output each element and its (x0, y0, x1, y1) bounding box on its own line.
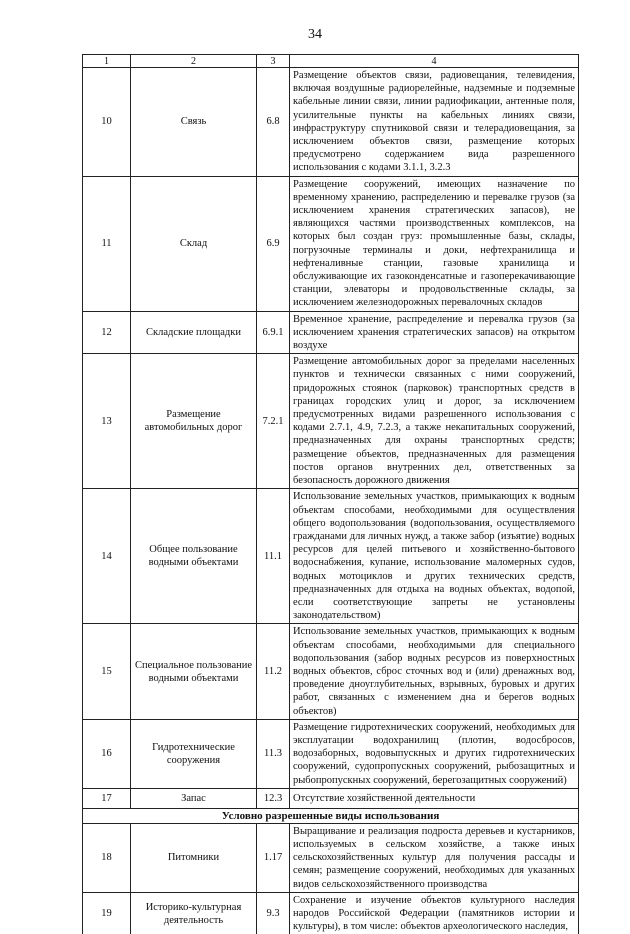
row-number: 15 (83, 624, 131, 719)
row-number: 13 (83, 354, 131, 489)
use-type-name: Историко-культурная деятельность (131, 892, 257, 934)
use-type-description: Сохранение и изучение объектов культурного наследия народов Российской Федерации (памятников истории и культуры), в том числе: объектов археологического наследия, (290, 892, 579, 934)
use-type-name: Размещение автомобильных дорог (131, 354, 257, 489)
use-type-code: 11.3 (257, 719, 290, 788)
use-type-name: Специальное пользование водными объектами (131, 624, 257, 719)
row-number: 16 (83, 719, 131, 788)
column-header: 4 (290, 55, 579, 68)
table-row (83, 892, 579, 934)
row-number: 10 (83, 68, 131, 177)
table-row (83, 68, 579, 177)
table-row (83, 624, 579, 719)
table-row (83, 823, 579, 892)
column-header: 3 (257, 55, 290, 68)
column-header: 2 (131, 55, 257, 68)
table-row (83, 311, 579, 354)
use-type-name: Гидротехнические сооружения (131, 719, 257, 788)
table-row (83, 354, 579, 489)
section-title: Условно разрешенные виды использования (83, 808, 579, 823)
table-header-row (83, 55, 579, 68)
page-number: 34 (308, 27, 322, 42)
table-row (83, 719, 579, 788)
row-number: 19 (83, 892, 131, 934)
use-type-name: Связь (131, 68, 257, 177)
use-type-description: Использование земельных участков, примыкающих к водным объектам способами, необходимыми для осуществления общего водопользования (водопользования, осуществляемого гражданами для личных нужд, а также забор (изъятие) водных ресурсов для целей питьевого и хозяйственно-бытового водоснабжения, купание, использование маломерных судов, водных мотоциклов и других технических средств, предназначенных для отдыха на водных объектах, водопой, если соответствующие запреты не установлены законодательством) (290, 489, 579, 624)
table-row (83, 489, 579, 624)
use-type-description: Выращивание и реализация подроста деревьев и кустарников, используемых в сельском хозяйстве, а также иных сельскохозяйственных культур для получения рассады и семян; размещение сооружений, необходимых для указанных видов сельскохозяйственного производства (290, 823, 579, 892)
use-type-code: 6.9.1 (257, 311, 290, 354)
row-number: 17 (83, 788, 131, 808)
row-number: 11 (83, 176, 131, 311)
use-type-code: 11.1 (257, 489, 290, 624)
use-type-name: Общее пользование водными объектами (131, 489, 257, 624)
use-type-description: Отсутствие хозяйственной деятельности (290, 788, 579, 808)
use-type-code: 7.2.1 (257, 354, 290, 489)
use-type-description: Использование земельных участков, примыкающих к водным объектам способами, необходимыми для специального водопользования (забор водных ресурсов из поверхностных водных объектов, сброс сточных вод и (или) дренажных вод, проведение дноуглубительных, взрывных, буровых и других работ, связанных с изменением дна и берегов водных объектов) (290, 624, 579, 719)
row-number: 14 (83, 489, 131, 624)
use-type-name: Запас (131, 788, 257, 808)
use-type-code: 11.2 (257, 624, 290, 719)
use-type-description: Размещение объектов связи, радиовещания, телевидения, включая воздушные радиорелейные, надземные и подземные кабельные линии связи, линии радиофикации, антенные поля, усилительные пункты на кабельных линиях связи, инфраструктуру спутниковой связи и телерадиовещания, за исключением объектов связи, размещение которых предусмотрено содержанием вида разрешенного использования с кодами 3.1.1, 3.2.3 (290, 68, 579, 177)
use-type-code: 1.17 (257, 823, 290, 892)
use-type-description: Временное хранение, распределение и перевалка грузов (за исключением хранения стратегических запасов) на открытом воздухе (290, 311, 579, 354)
land-use-table (82, 54, 579, 934)
use-type-name: Питомники (131, 823, 257, 892)
use-type-code: 6.8 (257, 68, 290, 177)
use-type-code: 9.3 (257, 892, 290, 934)
row-number: 18 (83, 823, 131, 892)
use-type-code: 6.9 (257, 176, 290, 311)
row-number: 12 (83, 311, 131, 354)
use-type-description: Размещение автомобильных дорог за пределами населенных пунктов и технически связанных с ними сооружений, придорожных стоянок (парковок) транспортных средств в границах городских улиц и дорог, за исключением предусмотренных видами разрешенного использования с кодами 2.7.1, 4.9, 7.2.3, а также некапитальных сооружений, предназначенных для охраны транспортных средств; размещение объектов, предназначенных для размещения постов органов внутренних дел, ответственных за безопасность дорожного движения (290, 354, 579, 489)
column-header: 1 (83, 55, 131, 68)
table-row (83, 788, 579, 808)
section-header-row (83, 808, 579, 823)
use-type-description: Размещение сооружений, имеющих назначение по временному хранению, распределению и перевалке грузов (за исключением хранения стратегических запасов), не являющихся частями производственных комплексов, на которых был создан груз: промышленные базы, склады, погрузочные терминалы и доки, нефтехранилища и нефтеналивные станции, газовые хранилища и обслуживающие их газоконденсатные и газоперекачивающие станции, элеваторы и продовольственные склады, за исключением железнодорожных перевалочных складов (290, 176, 579, 311)
use-type-code: 12.3 (257, 788, 290, 808)
table-row (83, 176, 579, 311)
use-type-name: Складские площадки (131, 311, 257, 354)
use-type-name: Склад (131, 176, 257, 311)
use-type-description: Размещение гидротехнических сооружений, необходимых для эксплуатации водохранилищ (плотин, водосбросов, водозаборных, водовыпускных и других гидротехнических сооружений, судопропускных сооружений, рыбозащитных и рыбопропускных сооружений, берегозащитных сооружений) (290, 719, 579, 788)
